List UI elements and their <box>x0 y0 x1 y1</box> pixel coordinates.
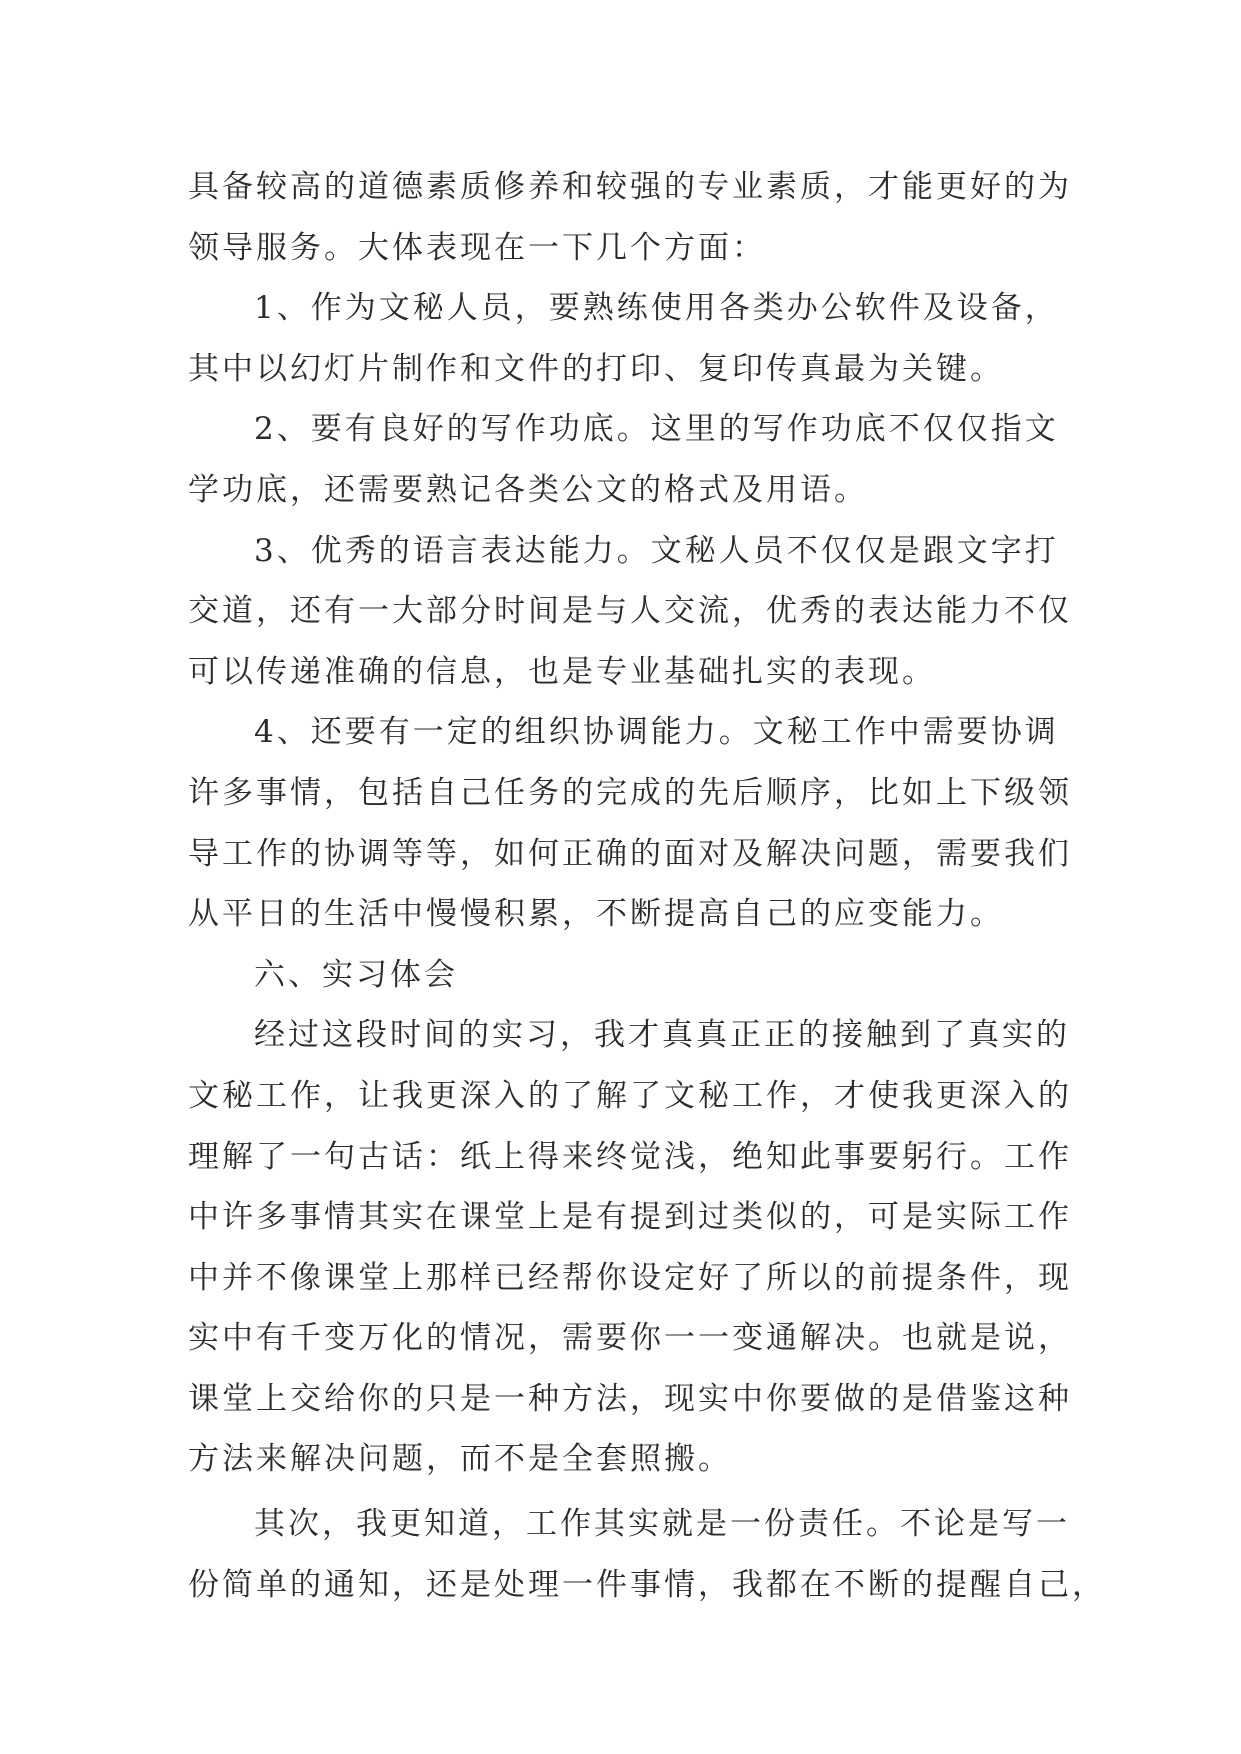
text-line: 份简单的通知，还是处理一件事情，我都在不断的提醒自己， <box>188 1566 1106 1603</box>
list-item-1: 1、作为文秘人员，要熟练使用各类办公软件及设备， <box>254 290 1059 327</box>
text-line: 具备较高的道德素质修养和较强的专业素质，才能更好的为 <box>188 169 1072 205</box>
text-line: 领导服务。大体表现在一下几个方面： <box>188 229 766 266</box>
paragraph-start: 经过这段时间的实习，我才真真正正的接触到了真实的 <box>254 1017 1070 1054</box>
list-item-3: 3、优秀的语言表达能力。文秘人员不仅仅是跟文字打 <box>254 532 1059 569</box>
text-line: 课堂上交给你的只是一种方法，现实中你要做的是借鉴这种 <box>188 1380 1072 1417</box>
text-line: 交道，还有一大部分时间是与人交流，优秀的表达能力不仅 <box>188 593 1072 630</box>
text-line: 方法来解决问题，而不是全套照搬。 <box>188 1441 732 1478</box>
paragraph-start: 其次，我更知道，工作其实就是一份责任。不论是写一 <box>254 1506 1070 1543</box>
text-line: 实中有千变万化的情况，需要你一一变通解决。也就是说， <box>188 1320 1072 1357</box>
document-body <box>188 157 1106 1615</box>
text-line: 可以传递准确的信息，也是专业基础扎实的表现。 <box>188 653 936 690</box>
text-line: 中并不像课堂上那样已经帮你设定好了所以的前提条件，现 <box>188 1259 1072 1296</box>
section-heading: 六、实习体会 <box>254 956 458 993</box>
text-line: 其中以幻灯片制作和文件的打印、复印传真最为关键。 <box>188 350 1004 387</box>
text-line: 文秘工作，让我更深入的了解了文秘工作，才使我更深入的 <box>188 1077 1072 1114</box>
list-item-2: 2、要有良好的写作功底。这里的写作功底不仅仅指文 <box>254 411 1059 448</box>
text-line: 中许多事情其实在课堂上是有提到过类似的，可是实际工作 <box>188 1199 1072 1236</box>
list-item-4: 4、还要有一定的组织协调能力。文秘工作中需要协调 <box>254 714 1059 751</box>
text-line: 从平日的生活中慢慢积累，不断提高自己的应变能力。 <box>188 896 1004 933</box>
text-line: 理解了一句古话：纸上得来终觉浅，绝知此事要躬行。工作 <box>188 1138 1072 1175</box>
text-line: 导工作的协调等等，如何正确的面对及解决问题，需要我们 <box>188 835 1072 872</box>
text-line: 许多事情，包括自己任务的完成的先后顺序，比如上下级领 <box>188 774 1072 811</box>
text-line: 学功底，还需要熟记各类公文的格式及用语。 <box>188 471 868 508</box>
